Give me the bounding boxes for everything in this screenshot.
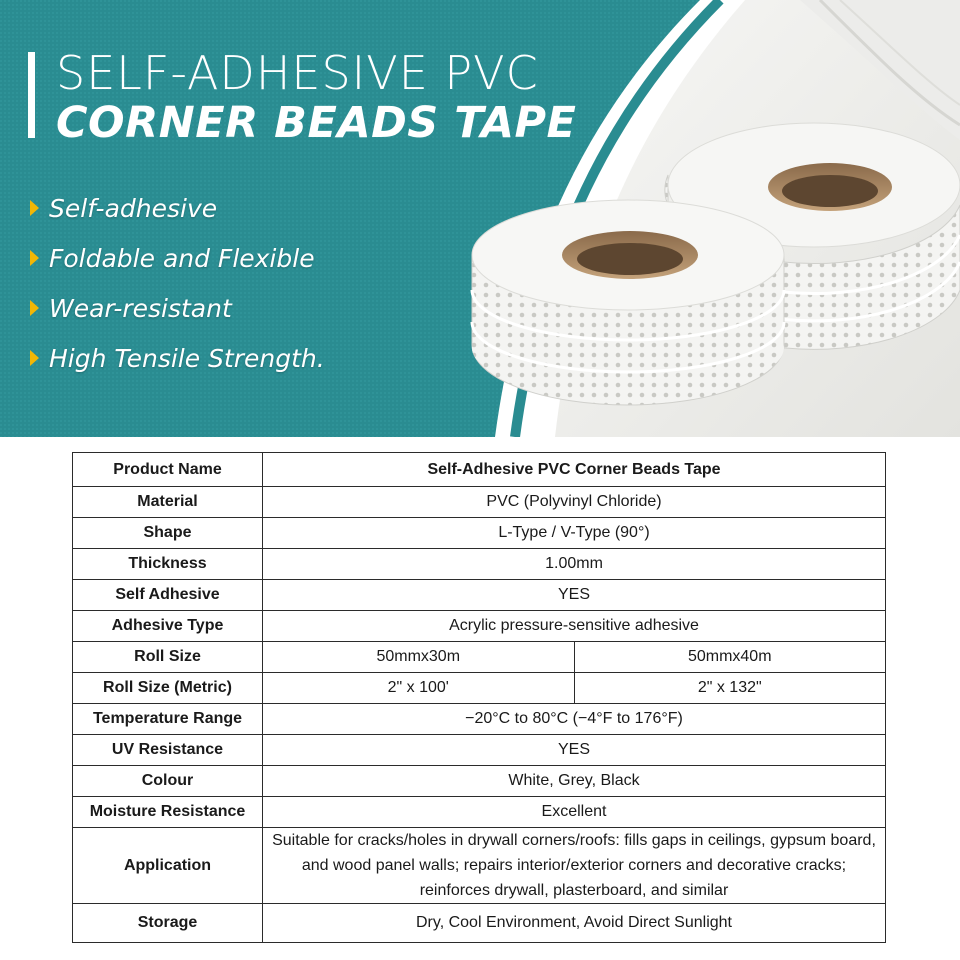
tape-rolls-image <box>0 0 960 437</box>
feature-text: High Tensile Strength. <box>49 343 325 373</box>
row-value: Suitable for cracks/holes in drywall corners/roofs: fills gaps in ceilings, gypsum board, and wood panel walls; repairs interior/exterior corners and decorative cracks; reinforces drywall, plasterboard, and similar <box>263 828 886 904</box>
row-label: Thickness <box>73 549 263 580</box>
row-value: YES <box>263 580 886 611</box>
row-value: White, Grey, Black <box>263 766 886 797</box>
row-label: Roll Size <box>73 642 263 673</box>
row-label: Self Adhesive <box>73 580 263 611</box>
row-label: Roll Size (Metric) <box>73 673 263 704</box>
table-row <box>73 580 886 611</box>
row-value: Self-Adhesive PVC Corner Beads Tape <box>263 453 886 487</box>
table-row <box>73 904 886 943</box>
table-row <box>73 673 886 704</box>
table-row <box>73 453 886 487</box>
feature-text: Self-adhesive <box>49 193 218 223</box>
row-label: Application <box>73 828 263 904</box>
row-value: Excellent <box>263 797 886 828</box>
row-value-right: 50mmx40m <box>574 642 886 673</box>
row-label: Temperature Range <box>73 704 263 735</box>
row-label: Storage <box>73 904 263 943</box>
row-label: Adhesive Type <box>73 611 263 642</box>
row-value-right: 2" x 132" <box>574 673 886 704</box>
table-row <box>73 828 886 904</box>
specification-table <box>72 452 886 943</box>
row-value: YES <box>263 735 886 766</box>
row-value: PVC (Polyvinyl Chloride) <box>263 487 886 518</box>
row-value: Acrylic pressure-sensitive adhesive <box>263 611 886 642</box>
row-value: −20°C to 80°C (−4°F to 176°F) <box>263 704 886 735</box>
banner-title-line1: SELF-ADHESIVE PVC <box>56 46 539 100</box>
table-row <box>73 518 886 549</box>
banner-title-line2: CORNER BEADS TAPE <box>56 98 577 148</box>
table-row <box>73 797 886 828</box>
row-label: Shape <box>73 518 263 549</box>
row-value: L-Type / V-Type (90°) <box>263 518 886 549</box>
table-row <box>73 549 886 580</box>
row-label: Product Name <box>73 453 263 487</box>
row-label: Moisture Resistance <box>73 797 263 828</box>
row-value: 1.00mm <box>263 549 886 580</box>
front-tape-roll <box>472 200 784 405</box>
table-row <box>73 487 886 518</box>
table-row <box>73 642 886 673</box>
feature-text: Foldable and Flexible <box>49 243 315 273</box>
table-row <box>73 611 886 642</box>
table-row <box>73 766 886 797</box>
table-row <box>73 704 886 735</box>
row-value-left: 50mmx30m <box>263 642 575 673</box>
row-value-left: 2" x 100' <box>263 673 575 704</box>
row-label: UV Resistance <box>73 735 263 766</box>
row-value: Dry, Cool Environment, Avoid Direct Sunlight <box>263 904 886 943</box>
feature-text: Wear-resistant <box>49 293 232 323</box>
table-row <box>73 735 886 766</box>
product-banner <box>0 0 960 437</box>
row-label: Colour <box>73 766 263 797</box>
row-label: Material <box>73 487 263 518</box>
